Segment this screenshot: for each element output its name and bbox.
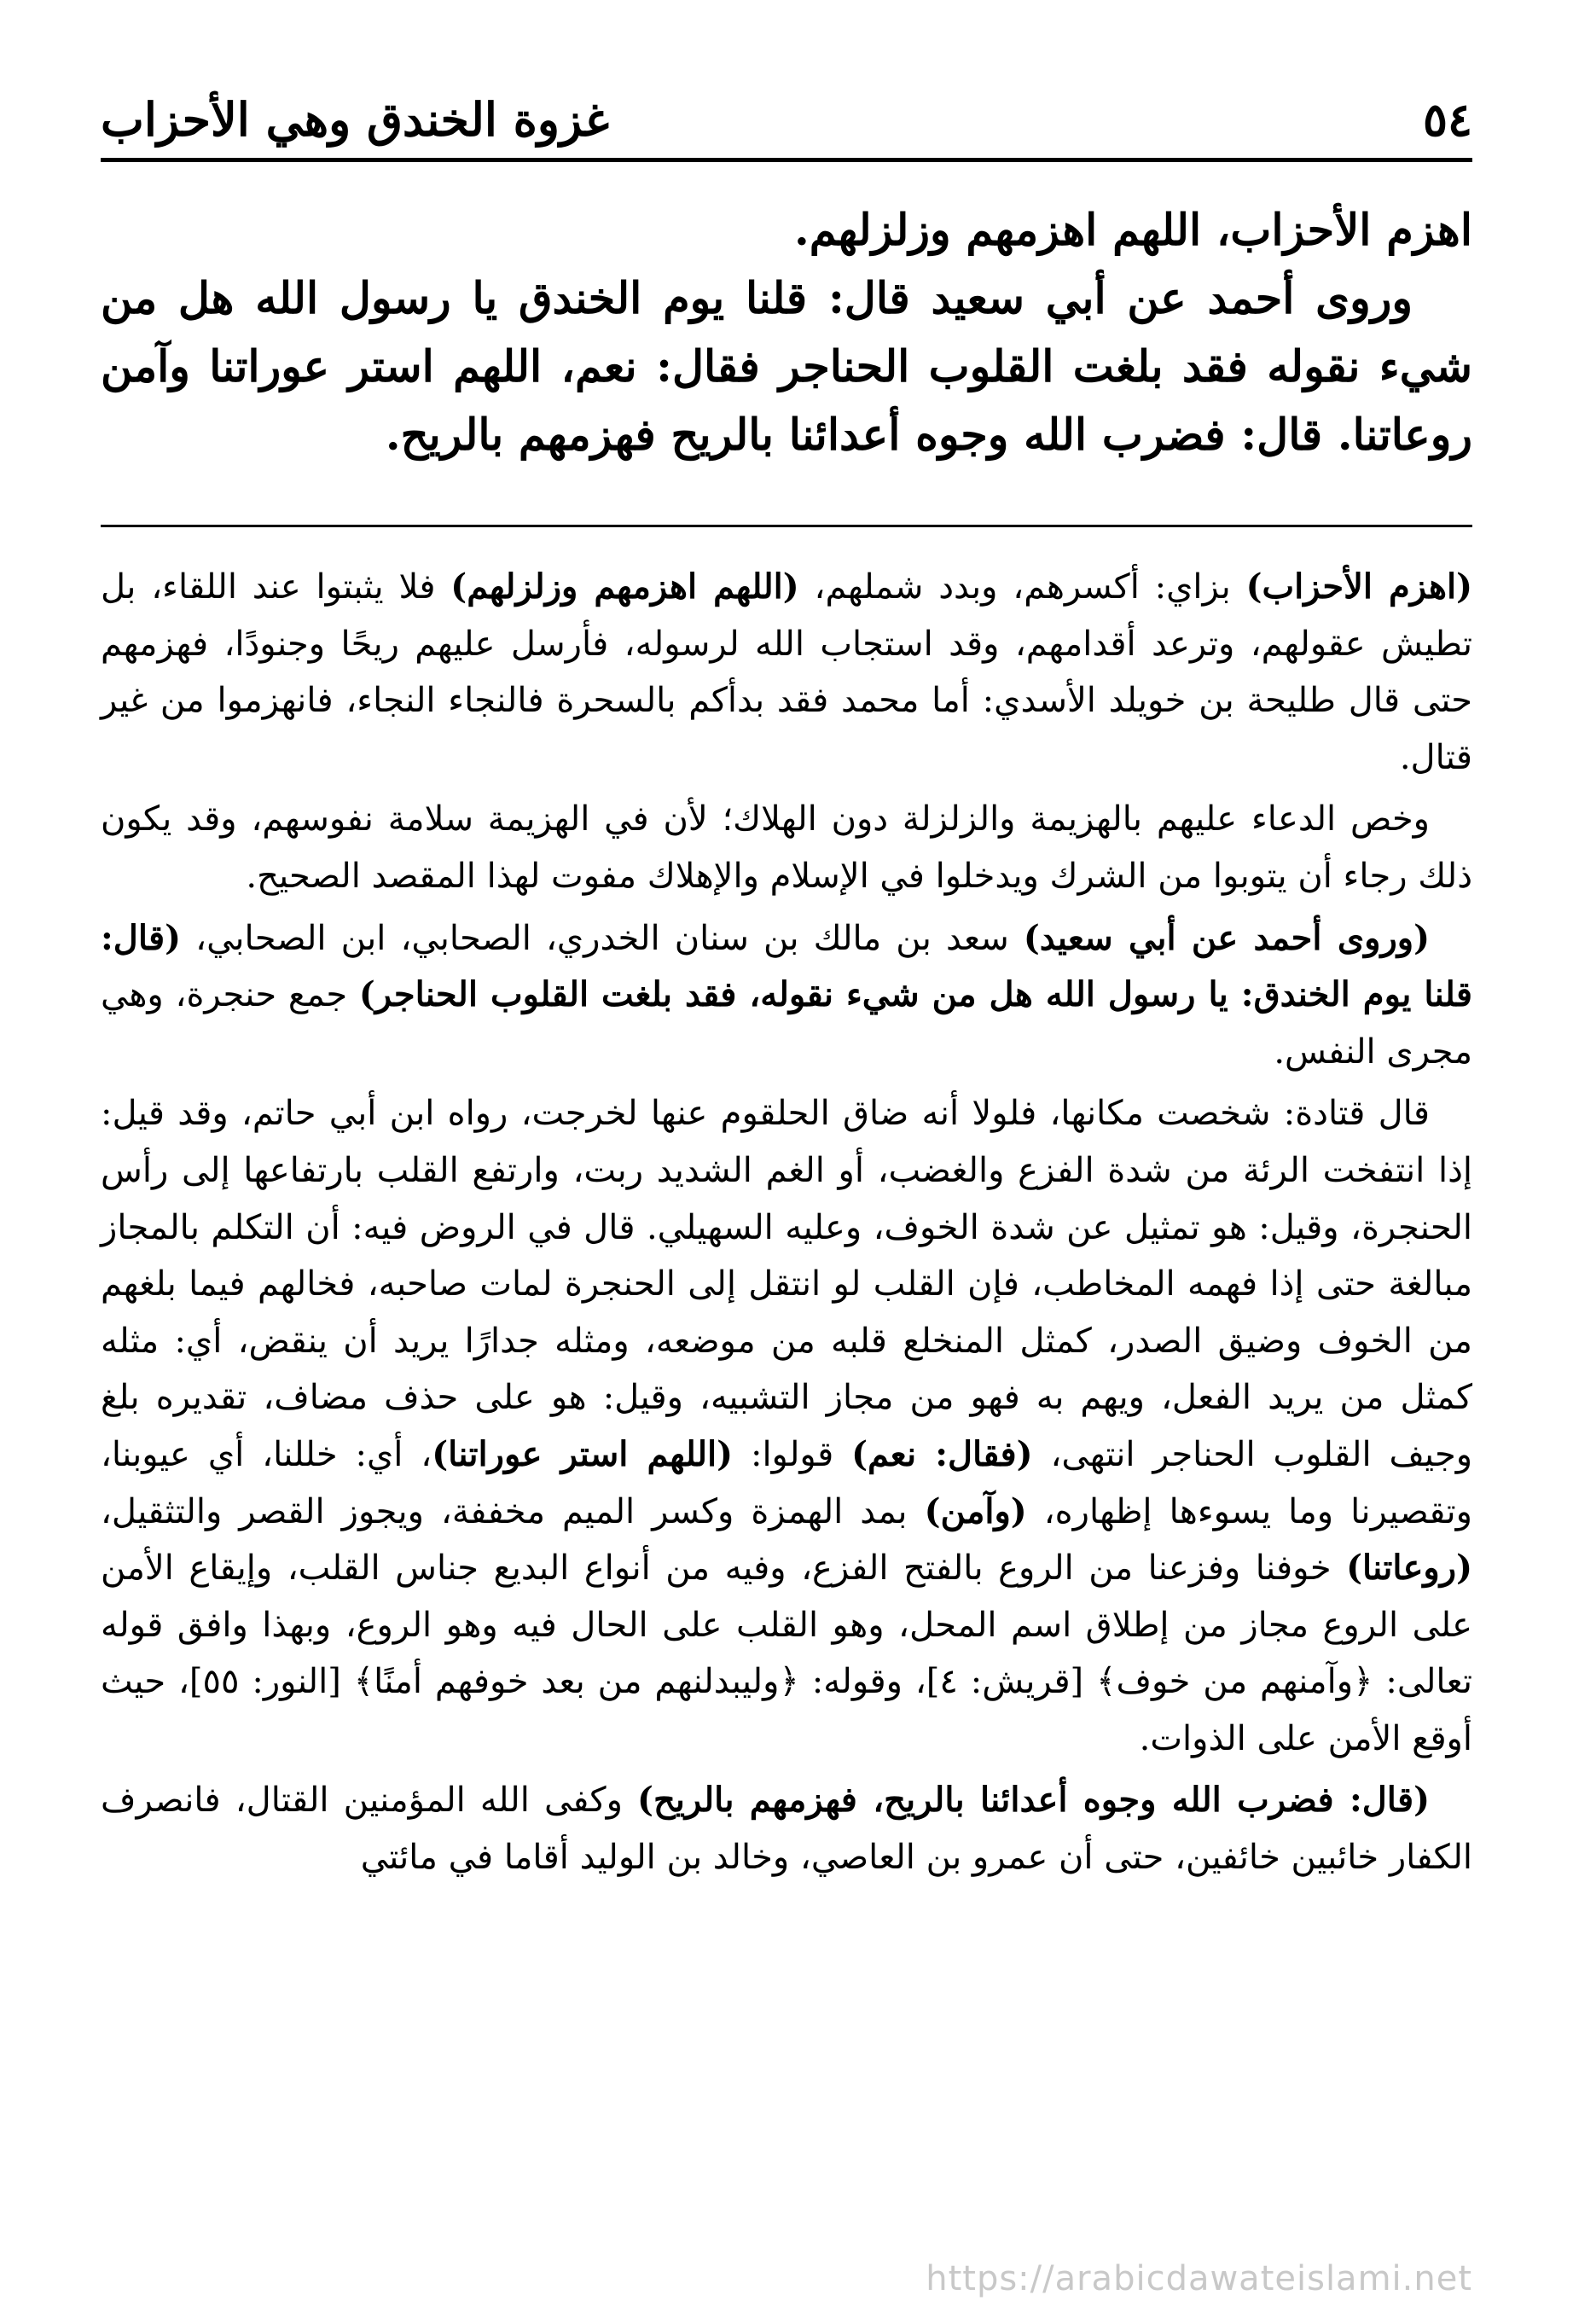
- section-divider: [101, 525, 1472, 527]
- commentary-span: جمع حنجرة، وهي مجرى النفس.: [101, 975, 1472, 1072]
- commentary-span: بزاي: أكسرهم، وبدد شملهم،: [798, 567, 1246, 607]
- quoted-phrase: (اللهم استر عوراتنا): [432, 1433, 734, 1474]
- quoted-phrase: (اللهم اهزمهم وزلزلهم): [450, 566, 799, 607]
- commentary-paragraph: [101, 1085, 1472, 1767]
- quoted-phrase: (وآمن): [924, 1490, 1027, 1531]
- commentary-span: وكفى الله المؤمنين القتال، فانصرف الكفار خائبين خائفين، حتى أن عمرو بن العاصي، وخالد بن الوليد أقاما في مائتي: [101, 1781, 1472, 1878]
- commentary-paragraph: [101, 910, 1472, 1081]
- quoted-phrase: (قال: فضرب الله وجوه أعدائنا بالريح، فهزمهم بالريح): [637, 1780, 1430, 1821]
- commentary-text: [101, 559, 1472, 1891]
- main-text-paragraph: وروى أحمد عن أبي سعيد قال: قلنا يوم الخندق يا رسول الله هل من شيء نقوله فقد بلغت القلوب الحناجر فقال: نعم، اللهم استر عوراتنا وآمن روعاتنا. قال: فضرب الله وجوه أعدائنا بالريح فهزمهم بالريح.: [101, 273, 1472, 461]
- commentary-paragraph: [101, 559, 1472, 786]
- commentary-span: فلا يثبتوا عند اللقاء، بل تطيش عقولهم، وترعد أقدامهم، وقد استجاب الله لرسوله، فأرسل عليهم ريحًا وجنودًا، فهزمهم حتى قال طليحة بن خويلد الأسدي: أما محمد فقد بدأكم بالسحرة فالنجاء النجاء، فانهزموا من غير قتال.: [101, 567, 1472, 777]
- commentary-span: ، أي: خللنا، أي عيوبنا، وتقصيرنا وما يسوءها إظهاره،: [101, 1434, 1472, 1531]
- quoted-phrase: (روعاتنا): [1346, 1548, 1472, 1589]
- quoted-phrase: (اهزم الأحزاب): [1245, 566, 1472, 607]
- main-text-paragraph: اهزم الأحزاب، اللهم اهزمهم وزلزلهم.: [793, 205, 1472, 256]
- commentary-span: قال قتادة: شخصت مكانها، فلولا أنه ضاق الحلقوم عنها لخرجت، رواه ابن أبي حاتم، وقد قيل: إذا انتفخت الرئة من شدة الفزع والغضب، أو الغم الشديد ربت، وارتفع القلب بارتفاعها إلى رأس الحنجرة، وقيل: هو تمثيل عن شدة الخوف، وعليه السهيلي. قال في الروض فيه: أن التكلم بالمجاز مبالغة حتى إذا فهمه المخاطب، فإن القلب لو انتقل إلى الحنجرة لمات صاحبه، فخالهم فيما بلغهم من الخوف وضيق الصدر، كمثل المنخلع قلبه من موضعه، ومثله جدارًا يريد أن ينقض، أي: مثله كمثل من يريد الفعل، ويهم به فهو من مجاز التشبيه، وقيل: هو على حذف مضاف، تقديره بلغ وجيف القلوب الحناجر انتهى،: [101, 1094, 1473, 1474]
- chapter-title: غزوة الخندق وهي الأحزاب: [101, 92, 610, 147]
- commentary-paragraph: [101, 1772, 1472, 1885]
- page-header: [101, 81, 1472, 162]
- page-number: ٥٤: [1422, 92, 1472, 147]
- main-text: [101, 196, 1472, 469]
- commentary-paragraph: وخص الدعاء عليهم بالهزيمة والزلزلة دون الهلاك؛ لأن في الهزيمة سلامة نفوسهم، وقد يكون ذلك رجاء أن يتوبوا من الشرك ويدخلوا في الإسلام والإهلاك مفوت لهذا المقصد الصحيح.: [101, 799, 1472, 896]
- quoted-phrase: (وروى أحمد عن أبي سعيد): [1023, 917, 1430, 958]
- commentary-span: سعد بن مالك بن سنان الخدري، الصحابي، ابن الصحابي،: [181, 918, 1024, 958]
- commentary-span: قولوا:: [733, 1434, 852, 1474]
- quoted-phrase: (فقال: نعم): [851, 1433, 1033, 1474]
- site-watermark: https://arabicdawateislami.net: [926, 2259, 1472, 2298]
- commentary-span: خوفنا وفزعنا من الروع بالفتح الفزع، وفيه من أنواع البديع جناس القلب، وإيقاع الأمن على الروع مجاز من إطلاق اسم المحل، وهو القلب على الحال فيه وهو الروع، وبهذا وافق قوله تعالى: ﴿وآمنهم من خوف﴾ [قريش: ٤]، وقوله: ﴿وليبدلنهم من بعد خوفهم أمنًا﴾ [النور: ٥٥]، حيث أوقع الأمن على الذوات.: [101, 1548, 1472, 1758]
- quoted-phrase: (قال: قلنا يوم الخندق: يا رسول الله هل من شيء نقوله، فقد بلغت القلوب الحناجر): [101, 917, 1472, 1015]
- commentary-span: بمد الهمزة وكسر الميم مخففة، ويجوز القصر والتثقيل،: [101, 1491, 925, 1531]
